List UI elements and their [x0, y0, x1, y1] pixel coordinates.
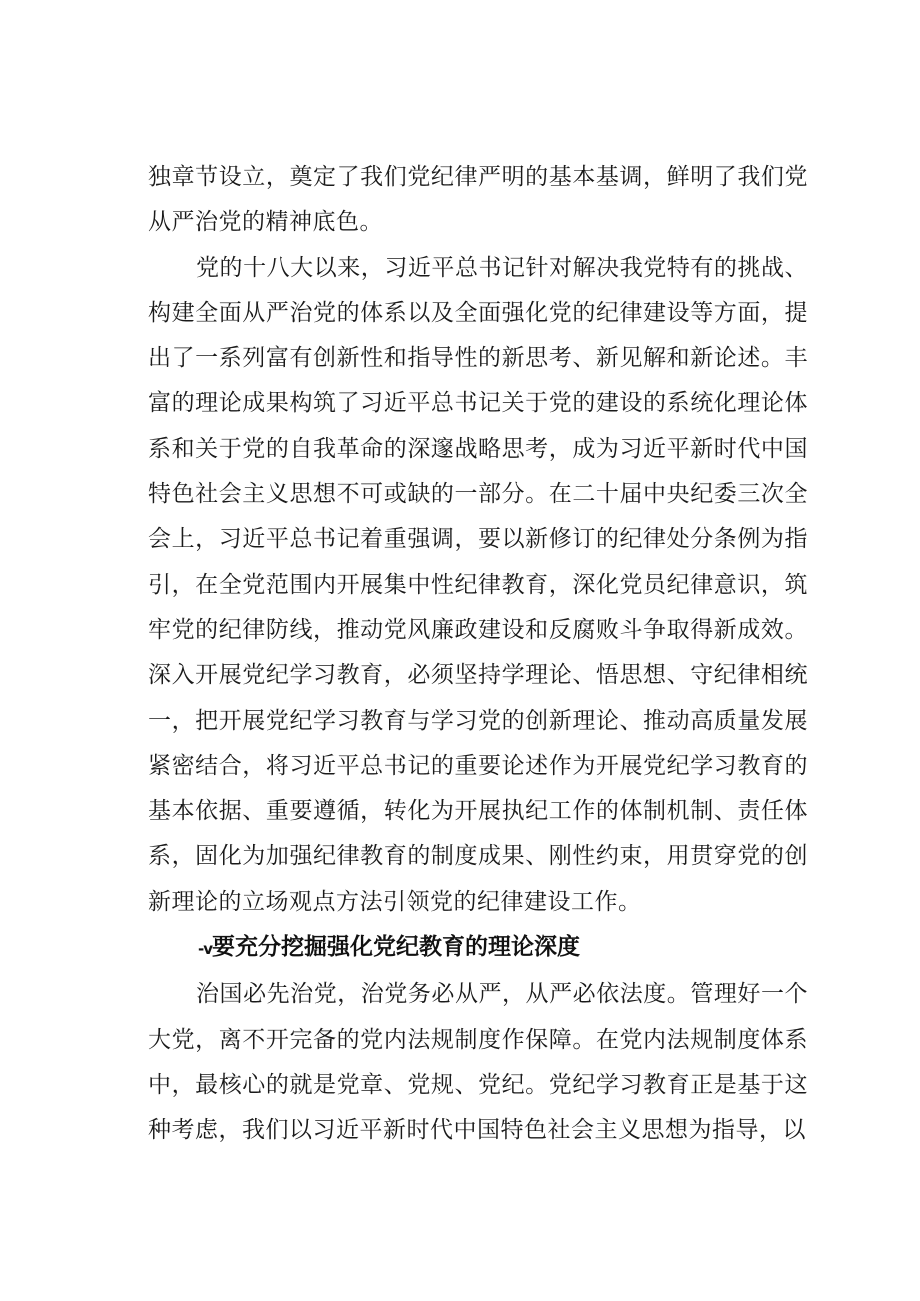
paragraph-governance: 治国必先治党，治党务必从严，从严必依法度。管理好一个大党，离不开完备的党内法规制度作保障。在党内法规制度体系中，最核心的就是党章、党规、党纪。党纪学习教育正是基于这种考虑，我们以习近平新时代中国特色社会主义思想为指导，以: [148, 981, 808, 1144]
paragraph-continuation: 独章节设立，奠定了我们党纪律严明的基本基调，鲜明了我们党从严治党的精神底色。: [148, 164, 808, 236]
section-heading-text: 要充分挖掘强化党纪教育的理论深度: [212, 934, 581, 961]
document-body: [148, 155, 808, 1154]
section-heading-marker: -v: [198, 940, 213, 959]
paragraph-theory-achievements: 党的十八大以来，习近平总书记针对解决我党特有的挑战、构建全面从严治党的体系以及全面强化党的纪律建设等方面，提出了一系列富有创新性和指导性的新思考、新见解和新论述。丰富的理论成果构筑了习近平总书记关于党的建设的系统化理论体系和关于党的自我革命的深邃战略思考，成为习近平新时代中国特色社会主义思想不可或缺的一部分。在二十届中央纪委三次全会上，习近平总书记着重强调，要以新修订的纪律处分条例为指引，在全党范围内开展集中性纪律教育，深化党员纪律意识，筑牢党的纪律防线，推动党风廉政建设和反腐败斗争取得新成效。深入开展党纪学习教育，必须坚持学理论、悟思想、守纪律相统一，把开展党纪学习教育与学习党的创新理论、推动高质量发展紧密结合，将习近平总书记的重要论述作为开展党纪学习教育的基本依据、重要遵循，转化为开展执纪工作的体制机制、责任体系，固化为加强纪律教育的制度成果、刚性约束，用贯穿党的创新理论的立场观点方法引领党的纪律建设工作。: [148, 254, 808, 915]
section-heading: [148, 925, 808, 972]
